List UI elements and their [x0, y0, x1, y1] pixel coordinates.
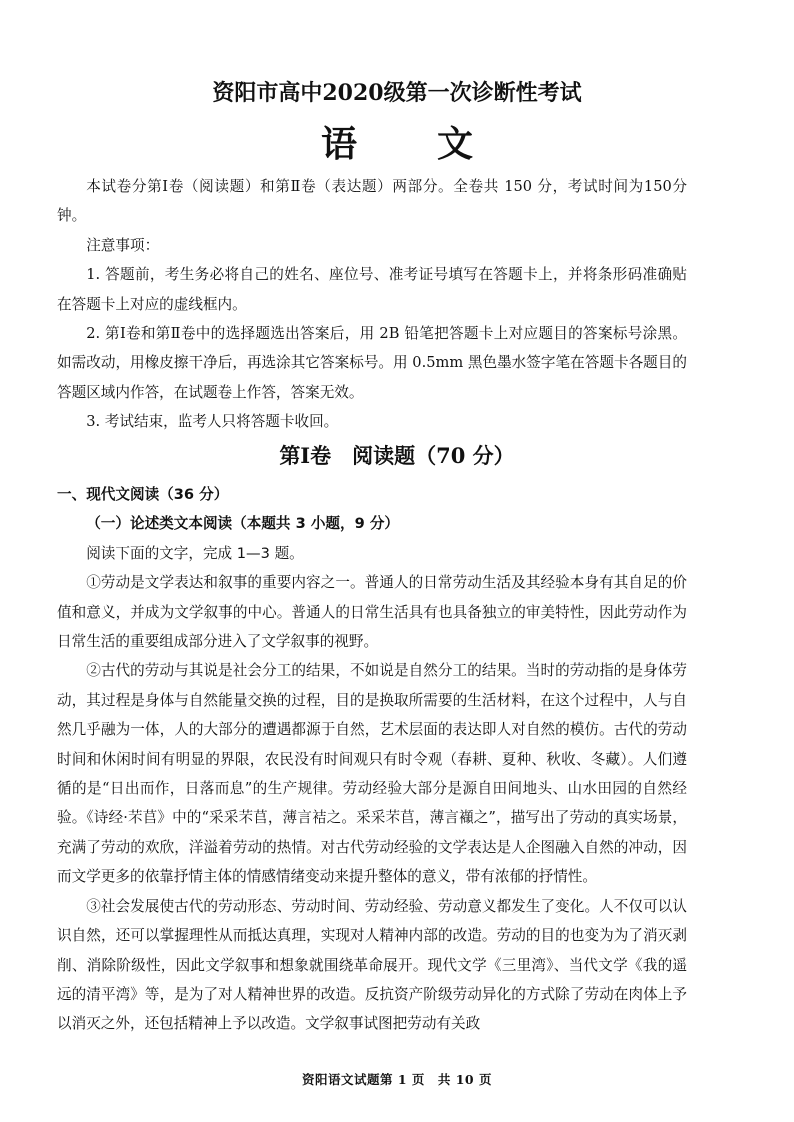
exam-title: 资阳市高中2020级第一次诊断性考试	[212, 80, 582, 106]
section-title: 第Ⅰ卷 阅读题（70 分）	[279, 443, 515, 468]
instructions-intro: 本试卷分第Ⅰ卷（阅读题）和第Ⅱ卷（表达题）两部分。全卷共 150 分，考试时间为150分钟。	[57, 178, 687, 225]
part-heading: 一、现代文阅读（36 分）	[57, 486, 229, 503]
notes-item-1: 1. 答题前，考生务必将自己的姓名、座位号、准考证号填写在答题卡上，并将条形码准确贴在答题卡上对应的虚线框内。	[57, 266, 687, 313]
passage-paragraph-2: ②古代的劳动与其说是社会分工的结果，不如说是自然分工的结果。当时的劳动指的是身体劳动，其过程是身体与自然能量交换的过程，目的是换取所需要的生活材料，在这个过程中，人与自然几乎融为一体，人的大部分的遭遇都源于自然，艺术层面的表达即人对自然的模仿。古代的劳动时间和休闲时间有明显的界限，农民没有时间观只有时令观（春耕、夏种、秋收、冬藏）。人们遵循的是“日出而作，日落而息”的生产规律。劳动经验大部分是源自田间地头、山水田园的自然经验。《诗经·芣苢》中的“采采芣苢，薄言袺之。采采芣苢，薄言襭之”，描写出了劳动的真实场景，充满了劳动的欢欣，洋溢着劳动的热情。对古代劳动经验的文学表达是人企图融入自然的冲动，因而文学更多的依靠抒情主体的情感情绪变动来提升整体的意义，带有浓郁的抒情性。	[57, 662, 687, 886]
passage-paragraph-3: ③社会发展使古代的劳动形态、劳动时间、劳动经验、劳动意义都发生了变化。人不仅可以认识自然，还可以掌握理性从而抵达真理，实现对人精神内部的改造。劳动的目的也变为为了消灭剥削、消除阶级性，因此文学叙事和想象就围绕革命展开。现代文学《三里湾》、当代文学《我的遥远的清平湾》等，是为了对人精神世界的改造。反抗资产阶级劳动异化的方式除了劳动在肉体上予以消灭之外，还包括精神上予以改造。文学叙事试图把劳动有关政	[57, 897, 687, 1033]
subject-char-2: 文	[437, 123, 474, 165]
reading-prompt: 阅读下面的文字，完成 1—3 题。	[86, 544, 304, 562]
subject-char-1: 语	[320, 123, 357, 165]
subject-title	[0, 116, 794, 167]
page-footer: 资阳语文试题第 1 页 共 10 页	[301, 1072, 492, 1087]
passage-paragraph-1: ①劳动是文学表达和叙事的重要内容之一。普通人的日常劳动生活及其经验本身有其自足的价值和意义，并成为文学叙事的中心。普通人的日常生活具有也具备独立的审美特性，因此劳动作为日常生活的重要组成部分进入了文学叙事的视野。	[57, 574, 687, 651]
notes-item-3: 3. 考试结束，监考人只将答题卡收回。	[86, 413, 339, 431]
instructions	[57, 172, 687, 437]
reading-section	[57, 480, 687, 1039]
notes-heading: 注意事项：	[86, 236, 160, 254]
notes-item-2: 2. 第Ⅰ卷和第Ⅱ卷中的选择题选出答案后，用 2B 铅笔把答题卡上对应题目的答案标号涂黑。如需改动，用橡皮擦干净后，再选涂其它答案标号。用 0.5mm 黑色墨水签字笔在答题卡各题目的答题区域内作答，在试题卷上作答，答案无效。	[57, 325, 687, 401]
sub-heading: （一）论述类文本阅读（本题共 3 小题，9 分）	[86, 515, 400, 533]
